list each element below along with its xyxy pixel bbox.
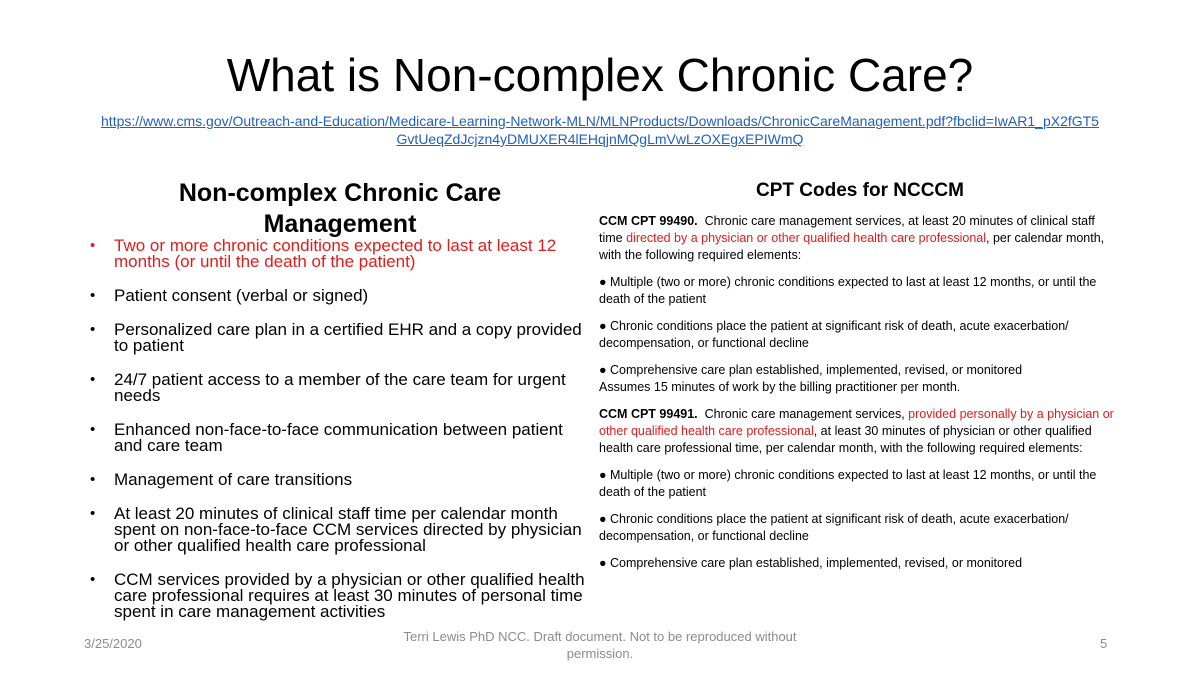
list-item-text: Patient consent (verbal or signed)	[114, 286, 369, 305]
bullet-icon: •	[90, 371, 96, 388]
list-item-text: Enhanced non-face-to-face communication between patient and care team	[114, 420, 563, 455]
cpt-intro-highlight: directed by a physician or other qualified health care professional	[626, 231, 987, 245]
left-column-heading: Non-complex Chronic Care Management	[178, 179, 502, 238]
list-item-text: Personalized care plan in a certified EHR and a copy provided to patient	[114, 320, 582, 355]
cpt-element: ● Multiple (two or more) chronic conditions expected to last at least 12 months, or until the death of the patient	[599, 468, 1097, 499]
cpt-99490-intro	[599, 213, 1119, 264]
cpt-99491-intro	[599, 406, 1119, 457]
list-item	[88, 322, 588, 354]
bullet-icon: •	[90, 237, 96, 254]
right-column-heading: CPT Codes for NCCCM	[756, 180, 964, 201]
bullet-icon: •	[90, 287, 96, 304]
bullet-icon: •	[90, 571, 96, 588]
source-link[interactable]: https://www.cms.gov/Outreach-and-Education/Medicare-Learning-Network-MLN/MLNProducts/Downloads/ChronicCareManagement.pdf?fbclid=IwAR1_pX2fGT5GvtUeqZdJcjzn4yDMUXER4lEHqjnMQgLmVwLzOXEgxEPIWmQ	[101, 113, 1099, 147]
list-item-text: Two or more chronic conditions expected to last at least 12 months (or until the death of the patient)	[114, 236, 557, 271]
list-item	[88, 238, 588, 270]
cpt-intro-text: Chronic care management services,	[704, 407, 909, 421]
cpt-note: Assumes 15 minutes of work by the billing practitioner per month.	[599, 380, 961, 394]
cpt-intro-text: , per calendar month, with the following required elements:	[599, 231, 1105, 262]
cpt-element: ● Chronic conditions place the patient at significant risk of death, acute exacerbation/ decompensation, or functional decline	[599, 512, 1069, 543]
list-item	[88, 422, 588, 454]
bullet-icon: •	[90, 505, 96, 522]
cpt-code-label: CCM CPT 99490.	[599, 214, 698, 228]
cpt-intro-text: , at least 30 minutes of physician or other qualified health care professional time, per calendar month, with the following required elements:	[599, 424, 1092, 455]
list-item	[88, 572, 588, 620]
bullet-icon: •	[90, 421, 96, 438]
cpt-intro-text: Chronic care management services, at least 20 minutes of clinical staff time	[599, 214, 1095, 245]
bullet-icon: •	[90, 471, 96, 488]
list-item-text: 24/7 patient access to a member of the care team for urgent needs	[114, 370, 566, 405]
cpt-element: ● Multiple (two or more) chronic conditions expected to last at least 12 months, or until the death of the patient	[599, 275, 1097, 306]
page-number: 5	[1100, 636, 1108, 651]
list-item	[88, 288, 588, 304]
cpt-element: ● Chronic conditions place the patient at significant risk of death, acute exacerbation/ decompensation, or functional decline	[599, 319, 1069, 350]
cpt-element: ● Comprehensive care plan established, implemented, revised, or monitored	[599, 556, 1023, 570]
left-bullet-list	[88, 238, 588, 638]
footer-notice: Terri Lewis PhD NCC. Draft document. Not to be reproduced without permission.	[403, 629, 797, 661]
list-item	[88, 472, 588, 488]
footer-date: 3/25/2020	[84, 636, 142, 651]
slide-title: What is Non-complex Chronic Care?	[226, 49, 974, 101]
list-item	[88, 372, 588, 404]
cpt-code-label: CCM CPT 99491.	[599, 407, 698, 421]
list-item	[88, 506, 588, 554]
list-item-text: Management of care transitions	[114, 470, 353, 489]
list-item-text: At least 20 minutes of clinical staff time per calendar month spent on non-face-to-face CCM services directed by physician or other qualified health care professional	[114, 504, 582, 555]
bullet-icon: •	[90, 321, 96, 338]
cpt-element: ● Comprehensive care plan established, implemented, revised, or monitored	[599, 363, 1023, 377]
cpt-codes-section	[599, 213, 1119, 582]
list-item-text: CCM services provided by a physician or other qualified health care professional requires at least 30 minutes of personal time spent in care management activities	[114, 570, 585, 621]
cpt-intro-highlight: provided personally by a physician or other qualified health care professional	[599, 407, 1114, 438]
